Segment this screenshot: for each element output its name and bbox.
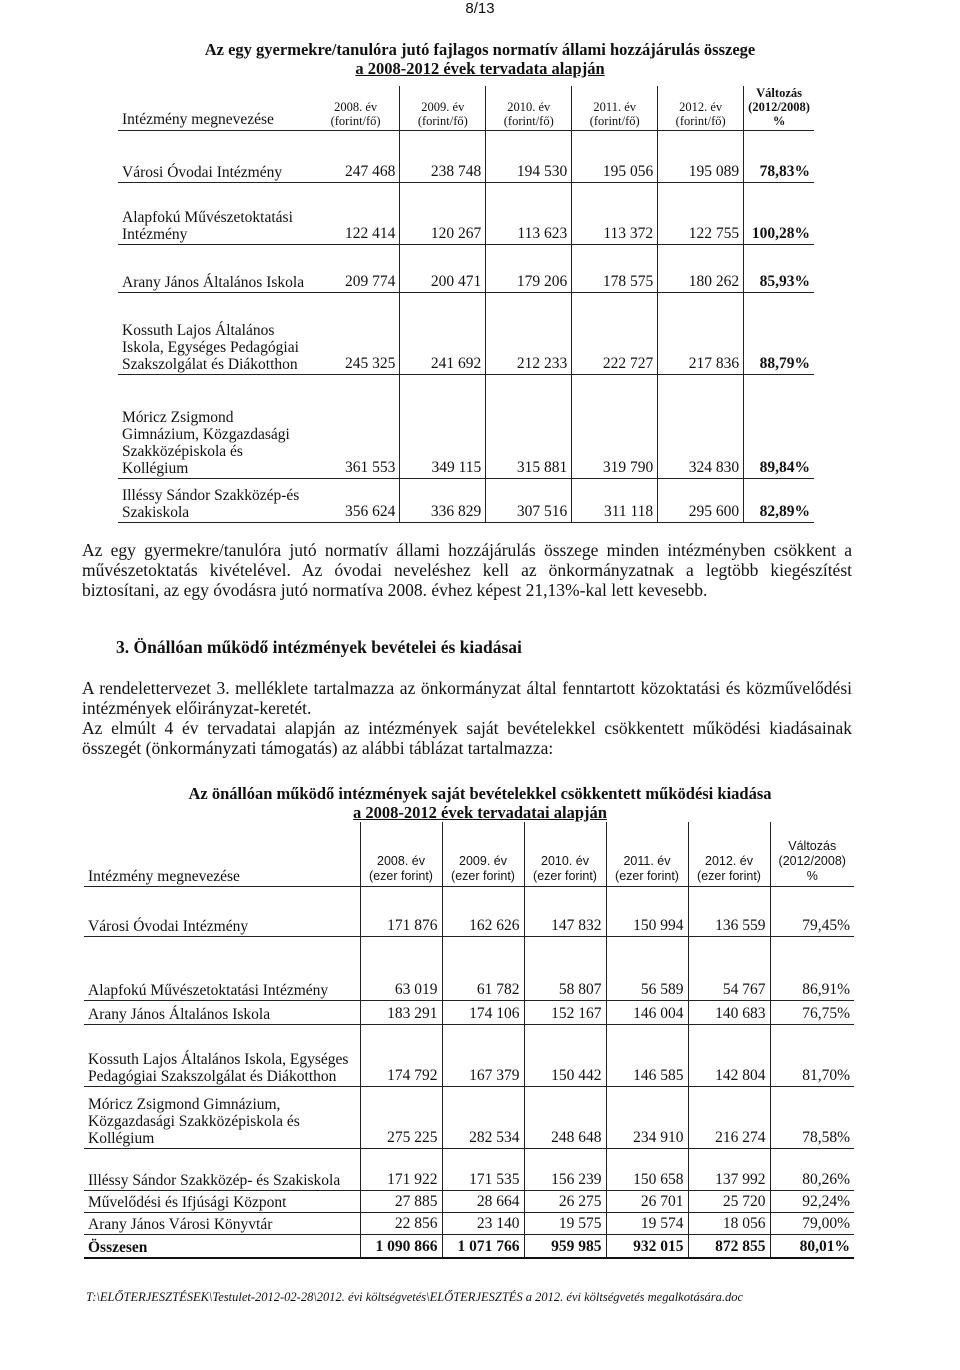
value-2011: 222 727 — [572, 293, 658, 375]
value-2012: 140 683 — [688, 1000, 770, 1024]
value-2011: 150 994 — [606, 886, 688, 936]
value-2010: 150 442 — [524, 1024, 606, 1086]
value-2011: 113 372 — [572, 183, 658, 245]
change-percent: 78,58% — [770, 1086, 854, 1148]
table1-header-2012: 2012. év (forint/fő) — [658, 86, 744, 131]
value-2012: 142 804 — [688, 1024, 770, 1086]
value-2010: 248 648 — [524, 1086, 606, 1148]
table2-header-change: Változás (2012/2008) % — [770, 822, 854, 886]
change-percent: 80,26% — [770, 1148, 854, 1190]
total-2011: 932 015 — [606, 1234, 688, 1258]
institution-name: Móricz Zsigmond Gimnázium, Közgazdasági Szakközépiskola és Kollégium — [118, 375, 312, 479]
table-row — [118, 479, 814, 523]
change-percent: 81,70% — [770, 1024, 854, 1086]
table-row — [118, 245, 814, 293]
value-2008: 22 856 — [360, 1212, 442, 1234]
value-2009: 282 534 — [442, 1086, 524, 1148]
value-2009: 171 535 — [442, 1148, 524, 1190]
value-2011: 146 004 — [606, 1000, 688, 1024]
value-2009: 120 267 — [400, 183, 486, 245]
institution-name: Városi Óvodai Intézmény — [118, 131, 312, 183]
value-2009: 23 140 — [442, 1212, 524, 1234]
change-percent: 85,93% — [744, 245, 814, 293]
value-2008: 183 291 — [360, 1000, 442, 1024]
value-2010: 315 881 — [486, 375, 572, 479]
value-2008: 245 325 — [312, 293, 400, 375]
value-2010: 19 575 — [524, 1212, 606, 1234]
value-2012: 25 720 — [688, 1190, 770, 1212]
value-2009: 238 748 — [400, 131, 486, 183]
value-2009: 174 106 — [442, 1000, 524, 1024]
value-2010: 113 623 — [486, 183, 572, 245]
change-percent: 79,00% — [770, 1212, 854, 1234]
table-row — [118, 293, 814, 375]
value-2012: 217 836 — [658, 293, 744, 375]
value-2008: 275 225 — [360, 1086, 442, 1148]
total-2010: 959 985 — [524, 1234, 606, 1258]
value-2012: 137 992 — [688, 1148, 770, 1190]
change-percent: 92,24% — [770, 1190, 854, 1212]
institution-name: Arany János Általános Iskola — [84, 1000, 360, 1024]
table1-header-2009: 2009. év (forint/fő) — [400, 86, 486, 131]
table-row — [84, 1190, 854, 1212]
value-2012: 324 830 — [658, 375, 744, 479]
total-2012: 872 855 — [688, 1234, 770, 1258]
value-2008: 361 553 — [312, 375, 400, 479]
table2-header-name: Intézmény megnevezése — [84, 822, 360, 886]
institution-name: Móricz Zsigmond Gimnázium, Közgazdasági Szakközépiskola és Kollégium — [84, 1086, 360, 1148]
value-2009: 336 829 — [400, 479, 486, 523]
table-row — [118, 131, 814, 183]
value-2011: 178 575 — [572, 245, 658, 293]
total-2008: 1 090 866 — [360, 1234, 442, 1258]
value-2012: 295 600 — [658, 479, 744, 523]
value-2011: 234 910 — [606, 1086, 688, 1148]
table-row — [118, 375, 814, 479]
table1-header-row — [118, 86, 814, 131]
change-percent: 89,84% — [744, 375, 814, 479]
institution-name: Illéssy Sándor Szakközép-és Szakiskola — [118, 479, 312, 523]
footer-file-path: T:\ELŐTERJESZTÉSEK\Testulet-2012-02-28\2012. évi költségvetés\ELŐTERJESZTÉS a 2012. évi költségvetés megalkotására.doc — [86, 1290, 744, 1304]
value-2011: 150 658 — [606, 1148, 688, 1190]
institution-name: Kossuth Lajos Általános Iskola, Egységes Pedagógiai Szakszolgálat és Diákotthon — [118, 293, 312, 375]
change-percent: 79,45% — [770, 886, 854, 936]
table2-header-2011: 2011. év (ezer forint) — [606, 822, 688, 886]
table1-header-change: Változás (2012/2008) % — [744, 86, 814, 131]
value-2008: 122 414 — [312, 183, 400, 245]
table1-header-name: Intézmény megnevezése — [118, 86, 312, 131]
value-2008: 171 922 — [360, 1148, 442, 1190]
value-2008: 356 624 — [312, 479, 400, 523]
value-2012: 54 767 — [688, 936, 770, 1000]
change-percent: 82,89% — [744, 479, 814, 523]
value-2009: 28 664 — [442, 1190, 524, 1212]
value-2011: 146 585 — [606, 1024, 688, 1086]
value-2008: 247 468 — [312, 131, 400, 183]
change-percent: 76,75% — [770, 1000, 854, 1024]
value-2010: 212 233 — [486, 293, 572, 375]
value-2011: 19 574 — [606, 1212, 688, 1234]
total-2009: 1 071 766 — [442, 1234, 524, 1258]
value-2010: 26 275 — [524, 1190, 606, 1212]
value-2009: 349 115 — [400, 375, 486, 479]
table2-header-2009: 2009. év (ezer forint) — [442, 822, 524, 886]
total-row — [84, 1234, 854, 1258]
institution-name: Alapfokú Művészetoktatási Intézmény — [118, 183, 312, 245]
value-2012: 180 262 — [658, 245, 744, 293]
section-heading: 3. Önállóan működő intézmények bevételei és kiadásai — [116, 637, 522, 657]
value-2010: 58 807 — [524, 936, 606, 1000]
table-row — [84, 1148, 854, 1190]
value-2011: 56 589 — [606, 936, 688, 1000]
value-2008: 63 019 — [360, 936, 442, 1000]
total-change-percent: 80,01% — [770, 1234, 854, 1258]
institution-name: Alapfokú Művészetoktatási Intézmény — [84, 936, 360, 1000]
table-row — [84, 1024, 854, 1086]
value-2009: 241 692 — [400, 293, 486, 375]
value-2008: 174 792 — [360, 1024, 442, 1086]
value-2010: 194 530 — [486, 131, 572, 183]
total-label: Összesen — [84, 1234, 360, 1258]
table2-title-line1: Az önállóan működő intézmények saját bevételekkel csökkentett működési kiadása — [188, 784, 772, 803]
value-2011: 195 056 — [572, 131, 658, 183]
change-percent: 78,83% — [744, 131, 814, 183]
value-2008: 171 876 — [360, 886, 442, 936]
operating-expense-table — [84, 822, 854, 1259]
value-2011: 319 790 — [572, 375, 658, 479]
value-2012: 18 056 — [688, 1212, 770, 1234]
value-2009: 61 782 — [442, 936, 524, 1000]
value-2010: 156 239 — [524, 1148, 606, 1190]
value-2010: 152 167 — [524, 1000, 606, 1024]
table1-header-2010: 2010. év (forint/fő) — [486, 86, 572, 131]
value-2010: 179 206 — [486, 245, 572, 293]
table2-header-2012: 2012. év (ezer forint) — [688, 822, 770, 886]
value-2008: 27 885 — [360, 1190, 442, 1212]
table2-title-line2: a 2008-2012 évek tervadatai alapján — [353, 803, 607, 822]
value-2009: 162 626 — [442, 886, 524, 936]
institution-name: Arany János Általános Iskola — [118, 245, 312, 293]
table1-header-2011: 2011. év (forint/fő) — [572, 86, 658, 131]
institution-name: Művelődési és Ifjúsági Központ — [84, 1190, 360, 1212]
value-2012: 216 274 — [688, 1086, 770, 1148]
value-2012: 136 559 — [688, 886, 770, 936]
value-2011: 26 701 — [606, 1190, 688, 1212]
table1-title-line1: Az egy gyermekre/tanulóra jutó fajlagos normatív állami hozzájárulás összege — [204, 40, 756, 59]
table2-header-row — [84, 822, 854, 886]
value-2008: 209 774 — [312, 245, 400, 293]
value-2011: 311 118 — [572, 479, 658, 523]
paragraph-intro-part1: A rendelettervezet 3. melléklete tartalmazza az önkormányzat által fenntartott közoktatási és közművelődési intézmények előirányzat-keretét. — [82, 678, 852, 718]
normative-funding-table — [118, 86, 814, 523]
table-row — [84, 1212, 854, 1234]
change-percent: 100,28% — [744, 183, 814, 245]
value-2012: 195 089 — [658, 131, 744, 183]
institution-name: Kossuth Lajos Általános Iskola, Egységes Pedagógiai Szakszolgálat és Diákotthon — [84, 1024, 360, 1086]
table2-title — [0, 784, 960, 822]
paragraph-intro — [82, 678, 852, 758]
change-percent: 88,79% — [744, 293, 814, 375]
institution-name: Illéssy Sándor Szakközép- és Szakiskola — [84, 1148, 360, 1190]
paragraph-summary: Az egy gyermekre/tanulóra jutó normatív állami hozzájárulás összege minden intézményben csökkent a művészetoktatás kivételével. Az óvodai neveléshez kell az önkormányzatnak a legtöbb kiegészítést biztosítani, az egy óvodásra jutó normatíva 2008. évhez képest 21,13%-kal lett kevesebb. — [82, 540, 852, 600]
page-number: 8/13 — [465, 0, 495, 17]
value-2010: 147 832 — [524, 886, 606, 936]
table-row — [84, 886, 854, 936]
table-row — [84, 1000, 854, 1024]
table1-header-2008: 2008. év (forint/fő) — [312, 86, 400, 131]
table2-header-2010: 2010. év (ezer forint) — [524, 822, 606, 886]
table1-title-line2: a 2008-2012 évek tervadata alapján — [355, 59, 605, 78]
value-2009: 200 471 — [400, 245, 486, 293]
value-2012: 122 755 — [658, 183, 744, 245]
table-row — [118, 183, 814, 245]
institution-name: Városi Óvodai Intézmény — [84, 886, 360, 936]
change-percent: 86,91% — [770, 936, 854, 1000]
value-2009: 167 379 — [442, 1024, 524, 1086]
value-2010: 307 516 — [486, 479, 572, 523]
table1-title — [0, 40, 960, 78]
table-row — [84, 1086, 854, 1148]
paragraph-intro-part2: Az elmúlt 4 év tervadatai alapján az intézmények saját bevételekkel csökkentett működési kiadásainak összegét (önkormányzati támogatás) az alábbi táblázat tartalmazza: — [82, 718, 852, 758]
institution-name: Arany János Városi Könyvtár — [84, 1212, 360, 1234]
table2-header-2008: 2008. év (ezer forint) — [360, 822, 442, 886]
table-row — [84, 936, 854, 1000]
